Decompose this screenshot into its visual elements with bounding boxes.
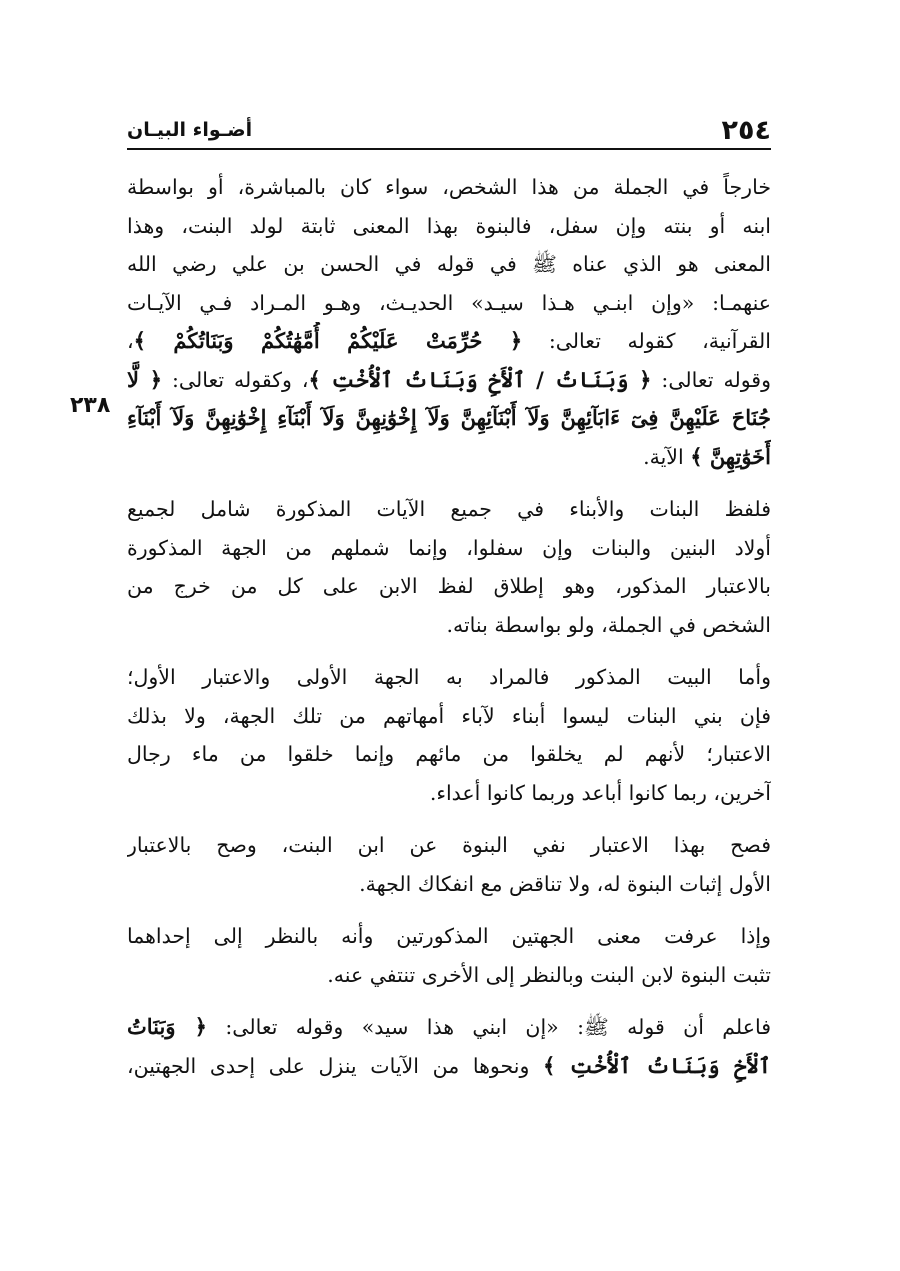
paragraph-6 — [127, 1008, 771, 1085]
text-line: بالاعتبار المذكور، وهو إطلاق لفظ الابن على كل من خرج من — [127, 574, 771, 598]
page-number: ٢٥٤ — [721, 114, 771, 146]
paragraph-3 — [127, 658, 771, 812]
text-line: خارجاً في الجملة من هذا الشخص، سواء كان بالمباشرة، أو بواسطة — [127, 175, 771, 199]
quran-verse: ﴿ لَّا — [127, 366, 163, 392]
text-line: وإذا عرفت معنى الجهتين المذكورتين وأنه بالنظر إلى إحداهما — [127, 924, 771, 948]
text-line: وأما البيت المذكور فالمراد به الجهة الأولى والاعتبار الأول؛ — [127, 665, 771, 689]
text-line: فصح بهذا الاعتبار نفي البنوة عن ابن البنت، وصح بالاعتبار — [127, 833, 771, 857]
text-line: آخرين، ربما كانوا أباعد وربما كانوا أعداء. — [429, 780, 771, 805]
text-line: أولاد البنين والبنات وإن سفلوا، وإنما شملهم من الجهة المذكورة — [127, 535, 771, 560]
text-line: الاعتبار؛ لأنهم لم يخلقوا من مائهم وإنما خلقوا من ماء رجال — [127, 742, 771, 766]
text-segment: وقوله تعالى: — [651, 367, 771, 392]
quran-verse: ٱلْأَخِ وَبَنَاتُ ٱلْأُخْتِ ﴾ — [543, 1052, 771, 1078]
text-line: الأول إثبات البنوة له، ولا تناقض مع انفكاك الجهة. — [359, 871, 771, 896]
text-line — [127, 1008, 771, 1047]
quran-verse: ﴿ وَبَنَاتُ — [127, 1014, 207, 1039]
page-body — [127, 168, 771, 1099]
text-line: فإن بني البنات ليسوا أبناء لآباء أمهاتهم من تلك الجهة، ولا بذلك — [127, 703, 771, 728]
text-segment: القرآنية، كقوله تعالى: — [522, 329, 771, 353]
paragraph-4 — [127, 826, 771, 903]
quran-verse: أَخَوَٰتِهِنَّ ﴾ — [690, 443, 771, 469]
text-segment: ونحوها من الآيات ينزل على إحدى الجهتين، — [127, 1053, 544, 1078]
text-line: المعنى هو الذي عناه ﷺ في قوله في الحسن بن علي رضي الله — [127, 252, 771, 276]
quran-verse: جُنَاحَ عَلَيْهِنَّ فِىٓ ءَابَآئِهِنَّ وَلَآ أَبْنَآئِهِنَّ وَلَآ إِخْوَٰنِهِنَّ وَلَآ أَبْنَآءِ إِخْوَٰنِهِنَّ وَلَآ أَبْنَآءِ — [127, 405, 771, 430]
quran-verse: ﴿ حُرِّمَتْ عَلَيْكُمْ أُمَّهَٰتُكُمْ وَبَنَاتُكُمْ ﴾ — [133, 328, 523, 353]
text-line: الشخص في الجملة، ولو بواسطة بناته. — [446, 612, 771, 637]
text-line: عنهمـا: «وإن ابنـي هـذا سيـد» الحديـث، وهـو المـراد فـي الآيـات — [127, 290, 771, 315]
text-segment: فاعلم أن قوله ﷺ: «إن ابني هذا سيد» وقوله تعالى: — [206, 1015, 771, 1039]
quran-verse: ﴿ وَبَنَاتُ / ٱلْأَخِ وَبَنَاتُ ٱلْأُخْتِ ﴾ — [308, 366, 652, 392]
text-segment: الآية. — [643, 444, 691, 469]
text-line — [127, 1047, 771, 1086]
running-title: أضـواء البيـان — [127, 119, 253, 141]
text-line: فلفظ البنات والأبناء في جميع الآيات المذكورة شامل لجميع — [127, 497, 771, 521]
text-line: ابنه أو بنته وإن سفل، فالبنوة بهذا المعنى ثابتة لولد البنت، وهذا — [127, 213, 771, 238]
text-line — [127, 399, 771, 438]
text-line — [127, 438, 771, 477]
page-header — [127, 112, 771, 150]
margin-page-reference: ٢٣٨ — [70, 393, 111, 418]
text-segment: ، وكقوله تعالى: — [162, 367, 309, 392]
text-line — [127, 322, 771, 361]
paragraph-2 — [127, 490, 771, 644]
paragraph-1 — [127, 168, 771, 476]
text-line — [127, 361, 771, 400]
paragraph-5 — [127, 917, 771, 994]
text-segment: ، — [127, 329, 134, 353]
text-line: تثبت البنوة لابن البنت وبالنظر إلى الأخرى تنتفي عنه. — [327, 962, 771, 987]
